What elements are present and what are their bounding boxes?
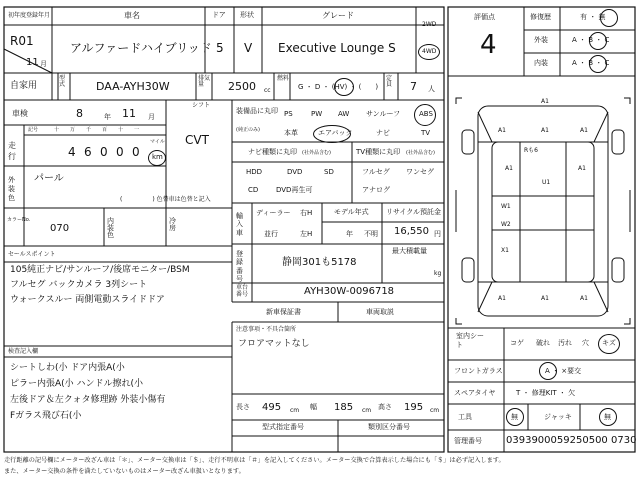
digit-label-3: 千 — [86, 127, 92, 133]
seat-option: 破れ — [536, 339, 550, 347]
type-label: 型式 — [59, 75, 66, 88]
equip-abs: ABS — [419, 110, 433, 118]
km-unit: km — [152, 153, 163, 161]
control-number: 0393900059250500 0730 — [506, 435, 637, 446]
person-unit: 人 — [428, 85, 435, 93]
control-label: 管理番号 — [454, 437, 482, 445]
damage-mark: A1 — [498, 127, 506, 134]
repair-options: 有 ・ 無 — [580, 13, 606, 21]
damage-mark: A1 — [505, 165, 513, 172]
damage-mark: W2 — [501, 221, 511, 228]
footer-note-1: 走行距離の記号欄にメーター改ざん車は「＊」、メーター交換車は「＄」、走行不明車は「＃」を記入してください。メーター交換で合算表示した場合にも「＄」は必ず記入します。 — [4, 457, 505, 464]
displacement-label: 排気量 — [198, 75, 211, 88]
damage-mark: W1 — [501, 203, 511, 210]
tv-header: TV種類に丸印 — [356, 148, 401, 156]
notes-label: 注意事項・不具合箇所 — [236, 326, 297, 333]
capacity-value: 7 — [410, 80, 417, 93]
parallel: 並行 — [264, 230, 278, 238]
grade-value: Executive Lounge S — [278, 41, 396, 55]
mileage-digit: 4 — [68, 145, 76, 159]
inspection-month: 11 — [122, 107, 136, 120]
yen-unit: 円 — [434, 230, 441, 238]
cold-label: 冷房 — [169, 217, 176, 232]
damage-mark: A1 — [541, 127, 549, 134]
mileage-digit: 0 — [132, 145, 140, 159]
seat-option: キズ — [602, 339, 616, 347]
glass-options: A ・ ×要交 — [545, 367, 582, 375]
dealer: ディーラー — [256, 209, 291, 217]
equip-tv: TV — [421, 129, 431, 137]
glass-a-circle — [539, 362, 557, 380]
equip-aw: AW — [338, 110, 350, 118]
damage-mark: X1 — [501, 247, 509, 254]
private-use: 自家用 — [10, 81, 38, 91]
damage-mark: U1 — [542, 179, 551, 186]
notes-text: フロアマットなし — [238, 339, 310, 349]
navi-header: ナビ種類に丸印 — [248, 148, 297, 156]
left-hand: 左H — [300, 230, 313, 238]
footer-note-2: また、メーター交換の条件を満たしていないものはメーター改ざん車扱いとなります。 — [4, 468, 245, 475]
width-unit: cm — [362, 407, 372, 414]
height-value: 195 — [404, 402, 424, 413]
digit-label-1: 十 — [54, 127, 60, 133]
height-label: 高さ — [378, 403, 392, 411]
color-no-label: カラーNo. — [7, 217, 31, 223]
ext-grade-options: A ・ B ・ C — [572, 36, 610, 44]
plate-number: 静岡301も5178 — [282, 257, 357, 268]
fuel-options: G ・ D ・ (HV) ・ ( ) — [298, 83, 379, 91]
tv-oneseg: ワンセグ — [406, 168, 434, 176]
model-year-year: 年 — [346, 230, 353, 238]
navi-header-sub: (社外品含む) — [302, 150, 331, 156]
recycle-label: リサイクル預託金 — [386, 208, 442, 216]
int-b-circle — [589, 55, 607, 73]
damage-mark: A1 — [498, 295, 506, 302]
width-value: 185 — [334, 402, 354, 413]
vehicle-manual: 車両取説 — [366, 308, 394, 316]
equip-airbag: エアバック — [318, 129, 353, 137]
height-unit: cm — [430, 407, 440, 414]
equip-navi: ナビ — [376, 129, 390, 137]
displacement-value: 2500 — [228, 80, 256, 93]
inspection-year-unit: 年 — [104, 113, 111, 121]
car-name-label: 車名 — [124, 11, 140, 20]
max-load-label: 最大積載量 — [392, 247, 427, 255]
sales-line: フルセグ バックカメラ 3列シート — [10, 280, 148, 290]
seat-scratch-circle — [598, 334, 620, 354]
chassis-number: AYH30W-0096718 — [304, 286, 395, 297]
import-label: 輸入車 — [236, 212, 243, 237]
spare-label: スペアタイヤ — [454, 389, 496, 397]
km-circle — [148, 150, 166, 166]
mileage-digit: 6 — [84, 145, 92, 159]
jack-value: 無 — [604, 413, 611, 421]
damage-mark: A1 — [580, 127, 588, 134]
inspector-line: Fガラス飛び石(小 — [10, 411, 82, 421]
mileage-digit: 0 — [100, 145, 108, 159]
equipment-label: 装備品に丸印 — [236, 107, 278, 115]
door-label: ドア — [212, 11, 226, 19]
mileage-digit: 0 — [116, 145, 124, 159]
exterior-color: パール — [34, 173, 64, 184]
width-label: 幅 — [310, 403, 317, 411]
seat-option: 穴 — [582, 339, 589, 347]
jack-none-circle — [599, 408, 617, 426]
seat-label: 室内シート — [456, 332, 484, 350]
abs-circle — [414, 104, 436, 126]
equip-pw: PW — [311, 110, 323, 118]
model-year-unknown: 不明 — [364, 230, 378, 238]
digit-label-2: 万 — [70, 127, 76, 133]
drive-2wd: 2WD — [422, 21, 437, 28]
equip-sunroof: サンルーフ — [366, 110, 401, 118]
tv-analog: アナログ — [362, 186, 390, 194]
length-unit: cm — [290, 407, 300, 414]
damage-mark: A1 — [541, 98, 549, 105]
damage-mark: A1 — [541, 295, 549, 302]
color-no-value: 070 — [50, 223, 70, 234]
car-name-value: アルファードハイブリッド — [70, 41, 212, 55]
score-label: 評価点 — [474, 13, 495, 21]
digit-label-6: 一 — [134, 127, 140, 133]
jack-label: ジャッキ — [544, 413, 572, 421]
inspection-month-unit: 月 — [148, 113, 155, 121]
inspection-label: 車検 — [12, 109, 28, 118]
damage-mark: A1 — [580, 295, 588, 302]
digit-label-4: 百 — [102, 127, 108, 133]
drive-4wd: 4WD — [422, 48, 437, 55]
model-year-label: モデル年式 — [334, 208, 369, 216]
seat-option: コゲ — [510, 339, 524, 347]
shift-label: シフト — [192, 102, 211, 109]
shape-label: 形状 — [240, 11, 254, 19]
inspector-line: シートしわ(小 ドア内張A(小 — [10, 363, 125, 373]
tools-value: 無 — [511, 413, 518, 421]
doors-value: 5 — [216, 41, 224, 55]
color-note: ( ) 色替車は色替と記入 — [120, 196, 211, 203]
ext-grade-label: 外装 — [534, 36, 548, 44]
digit-label-0: 記号 — [28, 127, 39, 133]
shift-value: CVT — [185, 133, 209, 147]
chassis-label: 車台番号 — [236, 284, 249, 298]
damage-mark: Rも6 — [524, 147, 538, 154]
digit-label-5: 十 — [118, 127, 124, 133]
tools-label: 工具 — [458, 413, 472, 421]
recycle-value: 16,550 — [394, 226, 429, 237]
sales-label: セールスポイント — [8, 251, 56, 258]
navi-dvd: DVD — [287, 168, 303, 176]
capacity-label: 定員 — [386, 75, 393, 88]
reg-year-value: R01 — [10, 34, 34, 48]
type-designation: 型式指定番号 — [262, 423, 304, 431]
fuel-hv-circle — [334, 78, 354, 96]
model-code: DAA-AYH30W — [96, 80, 170, 93]
sales-line: ウォークスルー 両側電動スライドドア — [10, 295, 165, 305]
navi-hdd: HDD — [246, 168, 263, 176]
ext-b-circle — [589, 32, 607, 50]
inspector-label: 検査記入欄 — [8, 348, 39, 355]
damage-mark: A1 — [578, 165, 586, 172]
airbag-circle — [313, 125, 351, 143]
reg-month-value: 11 — [26, 57, 39, 68]
glass-label: フロントガラス — [454, 367, 503, 375]
shape-value: V — [244, 41, 253, 55]
cc-unit: cc — [264, 87, 271, 94]
exterior-label: 外装色 — [8, 176, 15, 203]
fuel-label: 燃料 — [277, 75, 290, 82]
inspector-line: 左後ドア＆左クォタ修理跡 外装小傷有 — [10, 395, 166, 405]
equipment-sub: (純正のみ) — [236, 127, 260, 133]
registration-label: 登録番号 — [236, 250, 243, 284]
reg-month-unit: 月 — [40, 60, 47, 68]
grade-label: グレード — [322, 11, 354, 20]
tv-fullseg: フルセグ — [362, 168, 390, 176]
kg-unit: kg — [434, 270, 442, 277]
navi-dvd-play: DVD再生可 — [276, 186, 313, 194]
right-hand: 右H — [300, 209, 313, 217]
repair-label: 修復歴 — [530, 13, 551, 21]
int-grade-options: A ・ B ・ C — [572, 59, 610, 67]
sales-line: 105純正ナビ/サンルーフ/後席モニター/BSM — [10, 265, 190, 275]
inspector-line: ピラー内張A(小 ハンドル擦れ(小 — [10, 379, 144, 389]
equip-leather: 本革 — [284, 129, 298, 137]
interior-label: 内装色 — [107, 217, 114, 239]
length-label: 長さ — [236, 403, 250, 411]
mileage-label: 走行 — [8, 141, 16, 162]
seat-option: 汚れ — [558, 339, 572, 347]
score-value: 4 — [480, 30, 497, 60]
inspection-year: 8 — [76, 107, 83, 120]
repair-none-circle — [600, 9, 618, 27]
navi-sd: SD — [324, 168, 334, 176]
equip-ps: PS — [284, 110, 293, 118]
class-number: 類別区分番号 — [368, 423, 410, 431]
tv-header-sub: (社外品含む) — [406, 150, 435, 156]
navi-cd: CD — [248, 186, 259, 194]
new-warranty: 新車保証書 — [266, 308, 301, 316]
reg-year-label: 初年度登録年月 — [8, 12, 51, 19]
int-grade-label: 内装 — [534, 59, 548, 67]
mile-label: マイル — [150, 139, 165, 145]
tools-none-circle — [506, 408, 524, 426]
spare-options: T ・ 修理KIT ・ 欠 — [516, 389, 576, 397]
drive-4wd-circle — [418, 44, 440, 60]
length-value: 495 — [262, 402, 282, 413]
